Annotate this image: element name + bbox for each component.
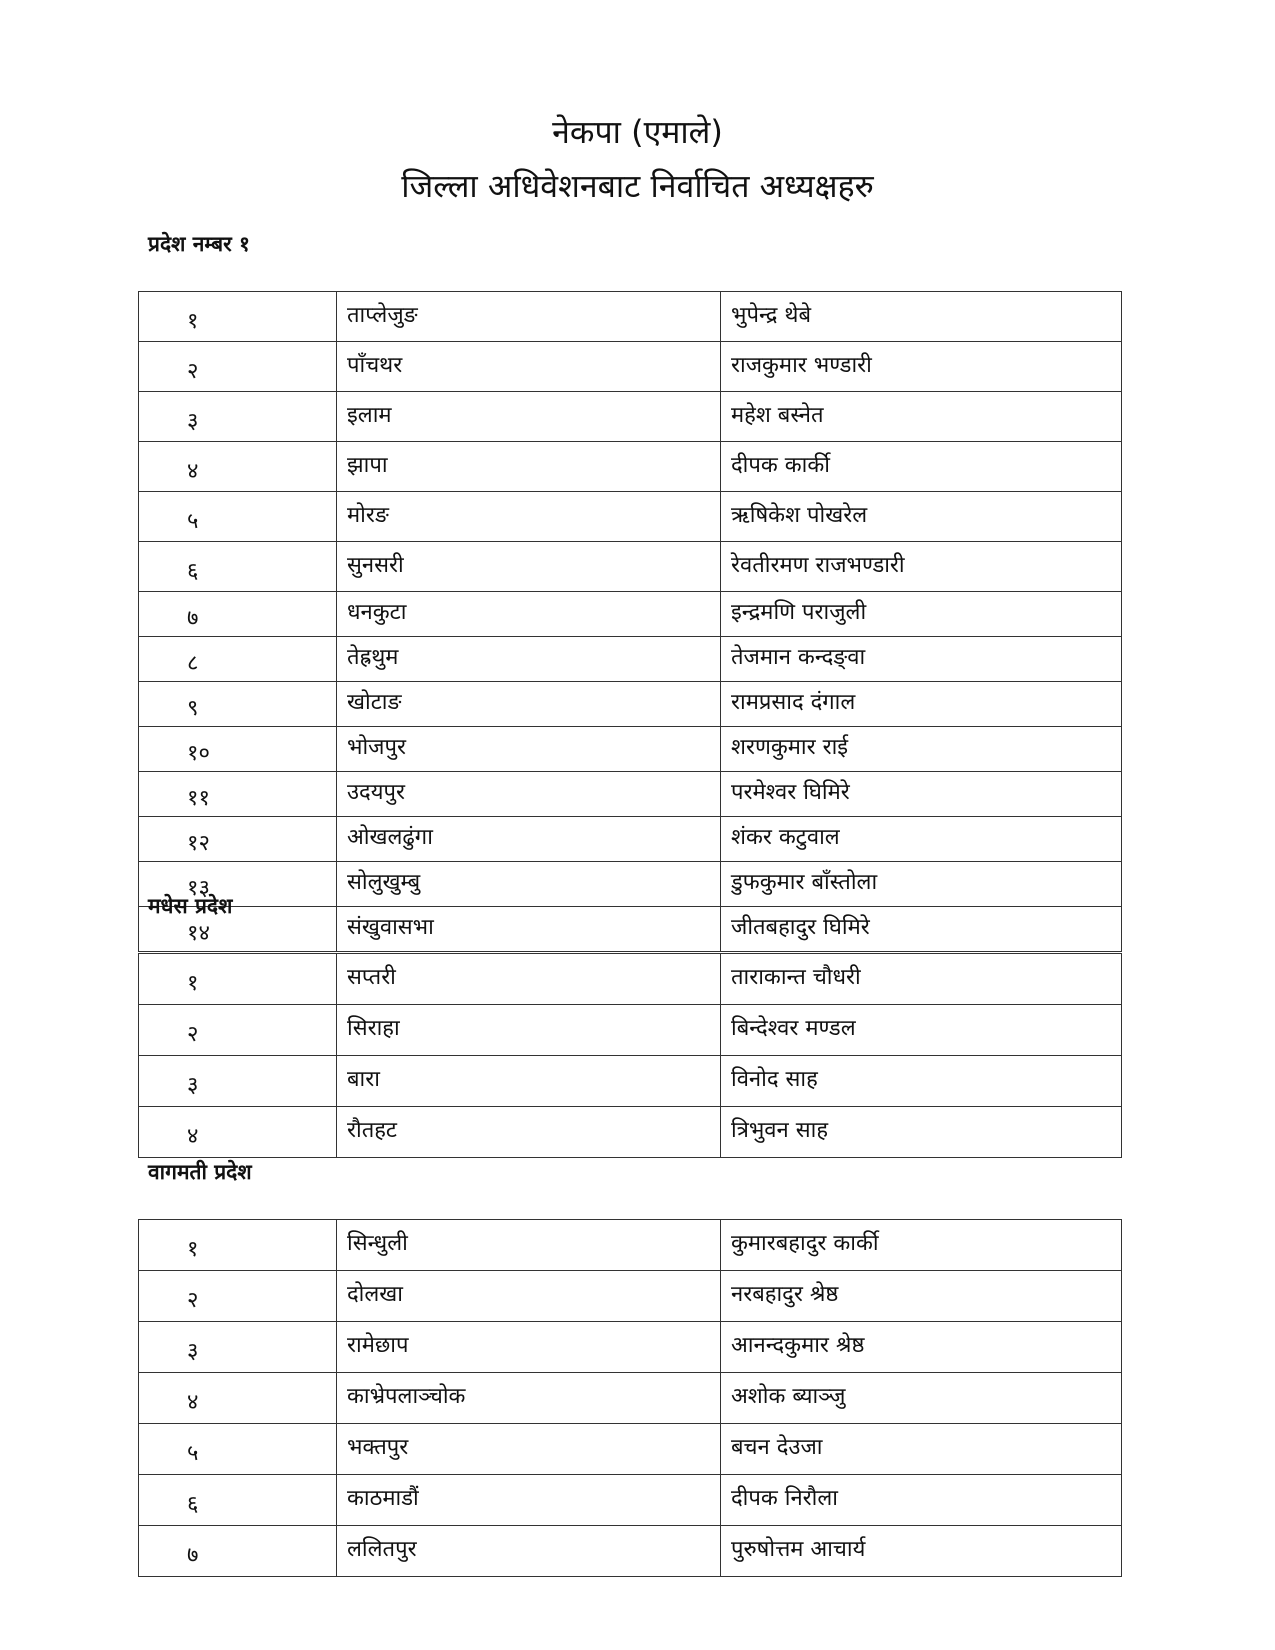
district-name: झापा bbox=[337, 442, 721, 492]
serial-number: १२ bbox=[139, 817, 337, 862]
document-title: नेकपा (एमाले) bbox=[552, 113, 723, 151]
table-row bbox=[139, 1424, 1122, 1475]
table-row bbox=[139, 727, 1122, 772]
chairperson-name: विनोद साह bbox=[721, 1056, 1122, 1107]
chairperson-name: रामप्रसाद दंगाल bbox=[721, 682, 1122, 727]
chairperson-name: शंकर कटुवाल bbox=[721, 817, 1122, 862]
district-name: पाँचथर bbox=[337, 342, 721, 392]
district-name: धनकुटा bbox=[337, 592, 721, 637]
chairperson-name: कुमारबहादुर कार्की bbox=[721, 1220, 1122, 1271]
chairperson-name: बचन देउजा bbox=[721, 1424, 1122, 1475]
district-name: सिन्धुली bbox=[337, 1220, 721, 1271]
section-heading-bagmati: वागमती प्रदेश bbox=[148, 1160, 252, 1184]
district-name: सप्तरी bbox=[337, 954, 721, 1005]
table-row bbox=[139, 1220, 1122, 1271]
table-row bbox=[139, 954, 1122, 1005]
district-name: दोलखा bbox=[337, 1271, 721, 1322]
province-1-table bbox=[138, 291, 1122, 952]
serial-number: ९ bbox=[139, 682, 337, 727]
chairperson-name: इन्द्रमणि पराजुली bbox=[721, 592, 1122, 637]
table-row bbox=[139, 292, 1122, 342]
chairperson-name: बिन्देश्वर मण्डल bbox=[721, 1005, 1122, 1056]
table-row bbox=[139, 907, 1122, 952]
table-row bbox=[139, 1322, 1122, 1373]
chairperson-name: डुफकुमार बाँस्तोला bbox=[721, 862, 1122, 907]
chairperson-name: दीपक निरौला bbox=[721, 1475, 1122, 1526]
serial-number: ६ bbox=[139, 542, 337, 592]
district-name: काठमाडौं bbox=[337, 1475, 721, 1526]
district-name: काभ्रेपलाञ्चोक bbox=[337, 1373, 721, 1424]
serial-number: ८ bbox=[139, 637, 337, 682]
serial-number: ६ bbox=[139, 1475, 337, 1526]
district-name: उदयपुर bbox=[337, 772, 721, 817]
table-row bbox=[139, 862, 1122, 907]
table-row bbox=[139, 1475, 1122, 1526]
district-name: रामेछाप bbox=[337, 1322, 721, 1373]
bagmati-table bbox=[138, 1219, 1122, 1577]
table-row bbox=[139, 542, 1122, 592]
chairperson-name: शरणकुमार राई bbox=[721, 727, 1122, 772]
district-name: रौतहट bbox=[337, 1107, 721, 1158]
district-name: ओखलढुंगा bbox=[337, 817, 721, 862]
district-name: भक्तपुर bbox=[337, 1424, 721, 1475]
chairperson-name: राजकुमार भण्डारी bbox=[721, 342, 1122, 392]
serial-number: १ bbox=[139, 1220, 337, 1271]
chairperson-name: महेश बस्नेत bbox=[721, 392, 1122, 442]
serial-number: १ bbox=[139, 954, 337, 1005]
serial-number: २ bbox=[139, 1271, 337, 1322]
table-row bbox=[139, 817, 1122, 862]
chairperson-name: रेवतीरमण राजभण्डारी bbox=[721, 542, 1122, 592]
chairperson-name: पुरुषोत्तम आचार्य bbox=[721, 1526, 1122, 1577]
serial-number: ३ bbox=[139, 1322, 337, 1373]
district-name: सोलुखुम्बु bbox=[337, 862, 721, 907]
serial-number: २ bbox=[139, 342, 337, 392]
madhes-table bbox=[138, 953, 1122, 1158]
district-name: बारा bbox=[337, 1056, 721, 1107]
serial-number: ७ bbox=[139, 592, 337, 637]
chairperson-name: त्रिभुवन साह bbox=[721, 1107, 1122, 1158]
table-row bbox=[139, 1271, 1122, 1322]
document-subtitle: जिल्ला अधिवेशनबाट निर्वाचित अध्यक्षहरु bbox=[401, 167, 874, 205]
table-row bbox=[139, 682, 1122, 727]
chairperson-name: नरबहादुर श्रेष्ठ bbox=[721, 1271, 1122, 1322]
serial-number: १० bbox=[139, 727, 337, 772]
district-name: भोजपुर bbox=[337, 727, 721, 772]
table-row bbox=[139, 392, 1122, 442]
district-name: सिराहा bbox=[337, 1005, 721, 1056]
section-heading-province-1: प्रदेश नम्बर १ bbox=[148, 232, 250, 256]
serial-number: १ bbox=[139, 292, 337, 342]
district-name: ताप्लेजुङ bbox=[337, 292, 721, 342]
section-heading-madhes: मधेस प्रदेश bbox=[148, 894, 233, 918]
chairperson-name: भुपेन्द्र थेबे bbox=[721, 292, 1122, 342]
serial-number: ४ bbox=[139, 442, 337, 492]
serial-number: ४ bbox=[139, 1373, 337, 1424]
serial-number: १४ bbox=[139, 907, 337, 952]
district-name: इलाम bbox=[337, 392, 721, 442]
table-row bbox=[139, 1005, 1122, 1056]
district-name: ललितपुर bbox=[337, 1526, 721, 1577]
serial-number: १३ bbox=[139, 862, 337, 907]
serial-number: २ bbox=[139, 1005, 337, 1056]
district-name: तेह्रथुम bbox=[337, 637, 721, 682]
chairperson-name: आनन्दकुमार श्रेष्ठ bbox=[721, 1322, 1122, 1373]
chairperson-name: दीपक कार्की bbox=[721, 442, 1122, 492]
table-row bbox=[139, 1107, 1122, 1158]
table-row bbox=[139, 1373, 1122, 1424]
district-name: मोरङ bbox=[337, 492, 721, 542]
serial-number: ४ bbox=[139, 1107, 337, 1158]
chairperson-name: तेजमान कन्दङ्वा bbox=[721, 637, 1122, 682]
serial-number: ५ bbox=[139, 492, 337, 542]
district-name: सुनसरी bbox=[337, 542, 721, 592]
serial-number: ७ bbox=[139, 1526, 337, 1577]
table-row bbox=[139, 492, 1122, 542]
serial-number: ११ bbox=[139, 772, 337, 817]
serial-number: ३ bbox=[139, 1056, 337, 1107]
serial-number: ३ bbox=[139, 392, 337, 442]
district-name: खोटाङ bbox=[337, 682, 721, 727]
chairperson-name: अशोक ब्याञ्जु bbox=[721, 1373, 1122, 1424]
table-row bbox=[139, 1526, 1122, 1577]
table-row bbox=[139, 592, 1122, 637]
table-row bbox=[139, 1056, 1122, 1107]
serial-number: ५ bbox=[139, 1424, 337, 1475]
chairperson-name: ताराकान्त चौधरी bbox=[721, 954, 1122, 1005]
table-row bbox=[139, 342, 1122, 392]
district-name: संखुवासभा bbox=[337, 907, 721, 952]
table-row bbox=[139, 637, 1122, 682]
chairperson-name: ऋषिकेश पोखरेल bbox=[721, 492, 1122, 542]
table-row bbox=[139, 772, 1122, 817]
table-row bbox=[139, 442, 1122, 492]
chairperson-name: जीतबहादुर घिमिरे bbox=[721, 907, 1122, 952]
chairperson-name: परमेश्वर घिमिरे bbox=[721, 772, 1122, 817]
